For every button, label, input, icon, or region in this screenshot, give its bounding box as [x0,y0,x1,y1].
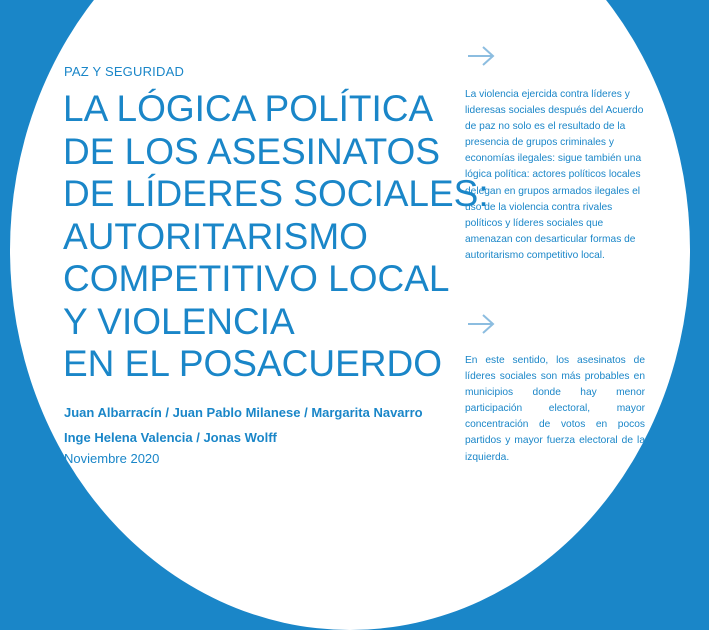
page-title [63,88,489,386]
publication-date: Noviembre 2020 [64,451,160,466]
arrow-right-icon [466,313,496,335]
authors [64,400,423,450]
title-line: DE LOS ASESINATOS [63,130,440,172]
title-line: DE LÍDERES SOCIALES: [63,173,489,214]
section-label: PAZ Y SEGURIDAD [64,64,185,79]
title-line: EN EL POSACUERDO [63,343,442,384]
title-line: LA LÓGICA POLÍTICA [63,88,434,129]
authors-line: Juan Albarracín / Juan Pablo Milanese / Margarita Navarro [64,405,423,420]
title-line: Y VIOLENCIA [63,300,295,342]
title-line: COMPETITIVO LOCAL [63,258,450,299]
arrow-right-icon [466,45,496,67]
summary-paragraph: La violencia ejercida contra líderes y lideresas sociales después del Acuerdo de paz no solo es el resultado de la presencia de grupos criminales y economías ilegales: sigue también una lógica política: actores políticos locales delegan en grupos armados ilegales el uso de la violencia contra rivales políticos y líderes sociales que amenazan con desarticular formas de autoritarismo competitivo local. [465,89,644,261]
title-line: AUTORITARISMO [63,215,368,257]
summary-paragraph: En este sentido, los asesinatos de líderes sociales son más probables en municipios donde hay menor participación electoral, mayor concentración de votos en pocos partidos y mayor fuerza electoral de la izquierda. [465,355,645,463]
authors-line: Inge Helena Valencia / Jonas Wolff [64,430,277,445]
